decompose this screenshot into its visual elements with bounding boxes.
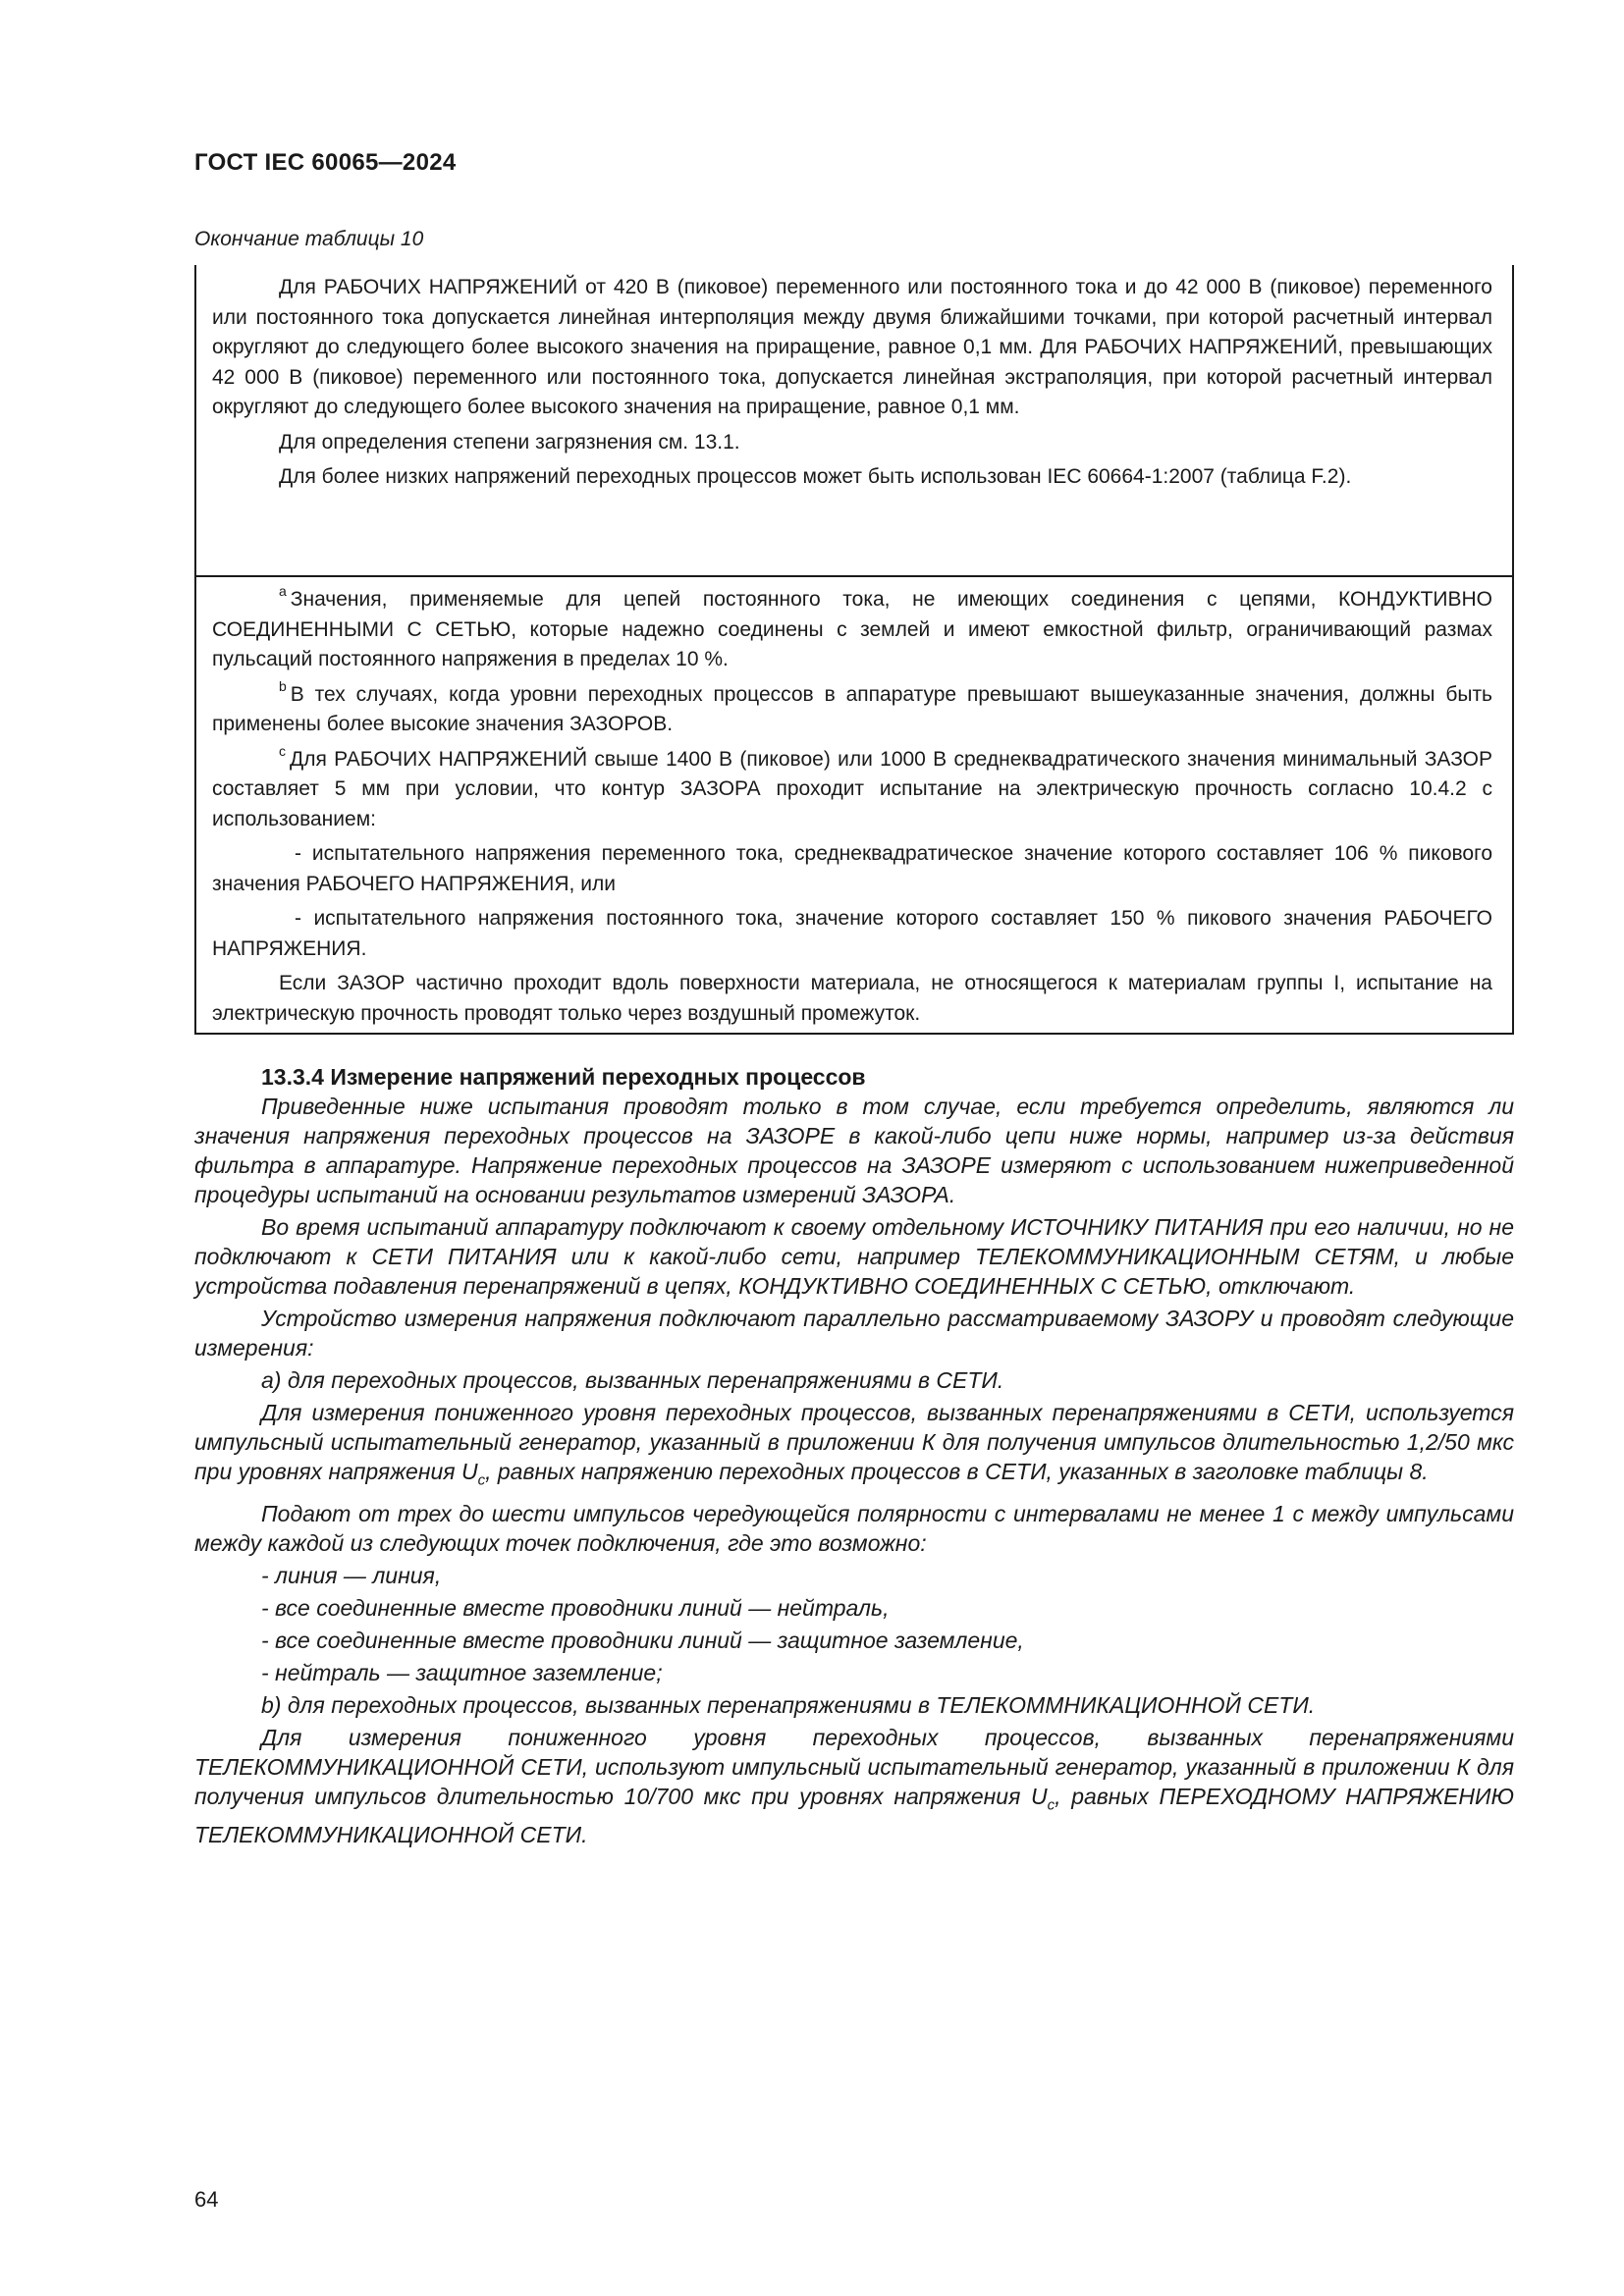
- list-item: - все соединенные вместе проводники линий — нейтраль,: [261, 1594, 890, 1621]
- list-item: - все соединенные вместе проводники линий — защитное заземление,: [261, 1627, 1024, 1653]
- paragraph: Подают от трех до шести импульсов чередующейся полярности с интервалами не менее 1 с между импульсами между каждой из следующих точек подключения, где это возможно:: [194, 1500, 1514, 1556]
- table-note: Для РАБОЧИХ НАПРЯЖЕНИЙ от 420 В (пиковое) переменного или постоянного тока и до 42 000 В (пиковое) переменного или постоянного тока допускается линейная интерполяция между двумя ближайшими точками, при которой расчетный интервал округляют до следующего более высокого значения на приращение, равное 0,1 мм. Для РАБОЧИХ НАПРЯЖЕНИЙ, превышающих 42 000 В (пиковое) переменного или постоянного тока, допускается линейная экстраполяция, при которой расчетный интервал округляют до следующего более высокого значения на приращение, равное 0,1 мм.: [212, 276, 1492, 418]
- footnote-text: Значения, применяемые для цепей постоянного тока, не имеющих соединения с цепями, КОНДУКТИВНО СОЕДИНЕННЫМИ С СЕТЬЮ, которые надежно соединены с землей и имеют емкостной фильтр, ограничивающий размах пульсаций постоянного напряжения в пределах 10 %.: [212, 588, 1492, 670]
- table-footnotes-cell: [194, 575, 1514, 1035]
- paragraph: [194, 1398, 1514, 1496]
- section-body: [194, 1062, 1514, 1849]
- subscript: c: [1047, 1796, 1056, 1814]
- list-item: b) для переходных процессов, вызванных перенапряжениями в ТЕЛЕКОММНИКАЦИОННОЙ СЕТИ.: [261, 1691, 1316, 1718]
- table-note: Для более низких напряжений переходных процессов может быть использован IEC 60664-1:2007 (таблица F.2).: [279, 465, 1352, 488]
- paragraph-text: , равных ПЕРЕХОДНОМУ НАПРЯЖЕНИЮ ТЕЛЕКОММУНИКАЦИОННОЙ СЕТИ.: [194, 1783, 1514, 1848]
- footnote-text: Если ЗАЗОР частично проходит вдоль поверхности материала, не относящегося к материалам группы I, испытание на электрическую прочность проводят только через воздушный промежуток.: [212, 972, 1492, 1025]
- paragraph-text: Для измерения пониженного уровня переходных процессов, вызванных перенапряжениями ТЕЛЕКОММУНИКАЦИОННОЙ СЕТИ, используют импульсный испытательный генератор, указанный в приложении К для получения импульсов длительностью 10/700 мкс при уровнях напряжения U: [194, 1724, 1514, 1809]
- section-title: 13.3.4 Измерение напряжений переходных процессов: [261, 1064, 866, 1090]
- list-item: a) для переходных процессов, вызванных перенапряжениями в СЕТИ.: [261, 1367, 1004, 1393]
- footnote-mark: a: [279, 583, 287, 599]
- table-continuation-label: Окончание таблицы 10: [194, 228, 424, 250]
- footnote-b: [196, 677, 1512, 740]
- table-note: Для определения степени загрязнения см. 13.1.: [279, 430, 740, 454]
- footnote-mark: b: [279, 677, 287, 694]
- paragraph-text: , равных напряжению переходных процессов в СЕТИ, указанных в заголовке таблицы 8.: [485, 1459, 1429, 1484]
- paragraph: Приведенные ниже испытания проводят только в том случае, если требуется определить, являются ли значения напряжения переходных процессов на ЗАЗОРЕ в какой-либо цепи ниже нормы, например из-за действия фильтра в аппаратуре. Напряжение переходных процессов на ЗАЗОРЕ измеряют с использованием нижеприведенной процедуры испытаний на основании результатов измерений ЗАЗОРА.: [194, 1094, 1514, 1207]
- table-notes-cell: [194, 265, 1514, 577]
- list-item: - линия — линия,: [261, 1562, 442, 1588]
- footnote-mark: c: [279, 742, 286, 759]
- page-number: 64: [194, 2187, 219, 2212]
- footnote-text: Для РАБОЧИХ НАПРЯЖЕНИЙ свыше 1400 В (пиковое) или 1000 В среднеквадратического значения минимальный ЗАЗОР составляет 5 мм при условии, что контур ЗАЗОРА проходит испытание на электрическую прочность согласно 10.4.2 с использованием:: [212, 747, 1492, 830]
- paragraph: [194, 1723, 1514, 1850]
- subscript: c: [477, 1471, 486, 1489]
- footnote-c: [196, 742, 1512, 835]
- footnote-text: В тех случаях, когда уровни переходных процессов в аппаратуре превышают вышеуказанные значения, должны быть применены более высокие значения ЗАЗОРОВ.: [212, 682, 1492, 735]
- footnote-list-item: - испытательного напряжения постоянного тока, значение которого составляет 150 % пикового значения РАБОЧЕГО НАПРЯЖЕНИЯ.: [212, 907, 1492, 960]
- footnote-list-item: - испытательного напряжения переменного тока, среднеквадратическое значение которого составляет 106 % пикового значения РАБОЧЕГО НАПРЯЖЕНИЯ, или: [212, 842, 1492, 895]
- paragraph: Устройство измерения напряжения подключают параллельно рассматриваемому ЗАЗОРУ и проводят следующие измерения:: [194, 1306, 1514, 1361]
- footnote-a: [196, 585, 1512, 675]
- document-header-id: ГОСТ IEC 60065—2024: [194, 149, 457, 176]
- paragraph-text: Для измерения пониженного уровня переходных процессов, вызванных перенапряжениями в СЕТИ, используется импульсный испытательный генератор, указанный в приложении К для получения импульсов длительностью 1,2/50 мкс при уровнях напряжения U: [194, 1400, 1514, 1484]
- list-item: - нейтраль — защитное заземление;: [261, 1659, 663, 1685]
- paragraph: Во время испытаний аппаратуру подключают к своему отдельному ИСТОЧНИКУ ПИТАНИЯ при его наличии, но не подключают к СЕТИ ПИТАНИЯ или к какой-либо сети, например ТЕЛЕКОММУНИКАЦИОННЫМ СЕТЯМ, и любые устройства подавления перенапряжений в цепях, КОНДУКТИВНО СОЕДИНЕННЫХ С СЕТЬЮ, отключают.: [194, 1214, 1514, 1299]
